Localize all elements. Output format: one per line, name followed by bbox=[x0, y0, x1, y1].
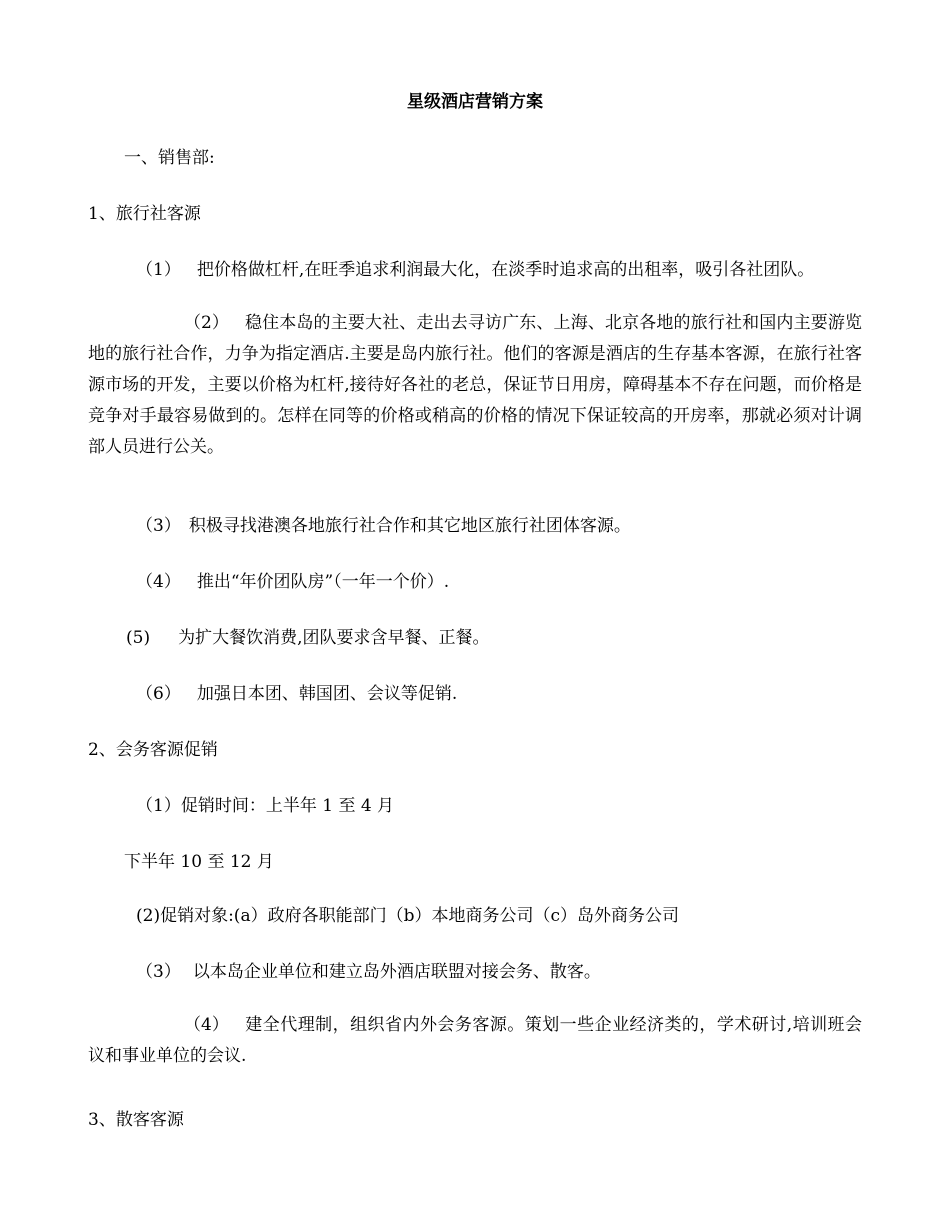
list-item-number: （3） bbox=[136, 962, 181, 982]
promotion-time-first-half: （1）促销时间：上半年 1 至 4 月 bbox=[136, 796, 395, 816]
list-item bbox=[88, 308, 862, 463]
list-item-number: （3） bbox=[136, 516, 181, 536]
promotion-time-second-half: 下半年 10 至 12 月 bbox=[124, 852, 274, 872]
list-item-text: 以本岛企业单位和建立岛外酒店联盟对接会务、散客。 bbox=[192, 962, 601, 982]
list-item-number: （4） bbox=[184, 1015, 229, 1035]
list-item-number: （4） bbox=[136, 572, 181, 592]
list-item bbox=[136, 258, 814, 282]
list-item bbox=[126, 626, 490, 650]
item-heading-conference: 2、会务客源促销 bbox=[88, 740, 218, 760]
list-item-text: 推出“年价团队房”（一年一个价）. bbox=[196, 572, 450, 592]
list-item bbox=[136, 960, 601, 984]
list-item bbox=[136, 682, 457, 706]
list-item bbox=[136, 570, 449, 594]
list-item bbox=[136, 514, 631, 538]
list-item-text: 把价格做杠杆,在旺季追求利润最大化，在淡季时追求高的出租率，吸引各社团队。 bbox=[196, 260, 815, 280]
list-item-number: （6） bbox=[136, 684, 181, 704]
section-heading-sales: 一、销售部: bbox=[124, 148, 215, 168]
list-item bbox=[88, 1010, 862, 1072]
item-heading-walk-in: 3、散客客源 bbox=[88, 1110, 184, 1130]
list-item-text: 稳住本岛的主要大社、走出去寻访广东、上海、北京各地的旅行社和国内主要游览地的旅行社合作，力争为指定酒店.主要是岛内旅行社。他们的客源是酒店的生存基本客源，在旅行社客源市场的开发，主要以价格为杠杆,接待好各社的老总，保证节日用房，障碍基本不存在问题，而价格是竞争对手最容易做到的。怎样在同等的价格或稍高的价格的情况下保证较高的开房率，那就必须对计调部人员进行公关。 bbox=[88, 313, 862, 457]
list-item-number: (5) bbox=[126, 628, 151, 648]
list-item-number: （2） bbox=[184, 313, 229, 333]
list-item-text: 积极寻找港澳各地旅行社合作和其它地区旅行社团体客源。 bbox=[188, 516, 631, 536]
list-item-text: 建全代理制，组织省内外会务客源。策划一些企业经济类的，学术研讨,培训班会议和事业单位的会议. bbox=[88, 1015, 862, 1066]
document-title: 星级酒店营销方案 bbox=[407, 92, 543, 112]
item-heading-travel-agency: 1、旅行社客源 bbox=[88, 204, 201, 224]
list-item-text: 加强日本团、韩国团、会议等促销. bbox=[196, 684, 458, 704]
promotion-targets: (2)促销对象:(a）政府各职能部门（b）本地商务公司（c）岛外商务公司 bbox=[136, 906, 679, 926]
list-item-number: （1） bbox=[136, 260, 181, 280]
list-item-text: 为扩大餐饮消费,团队要求含早餐、正餐。 bbox=[178, 628, 490, 648]
